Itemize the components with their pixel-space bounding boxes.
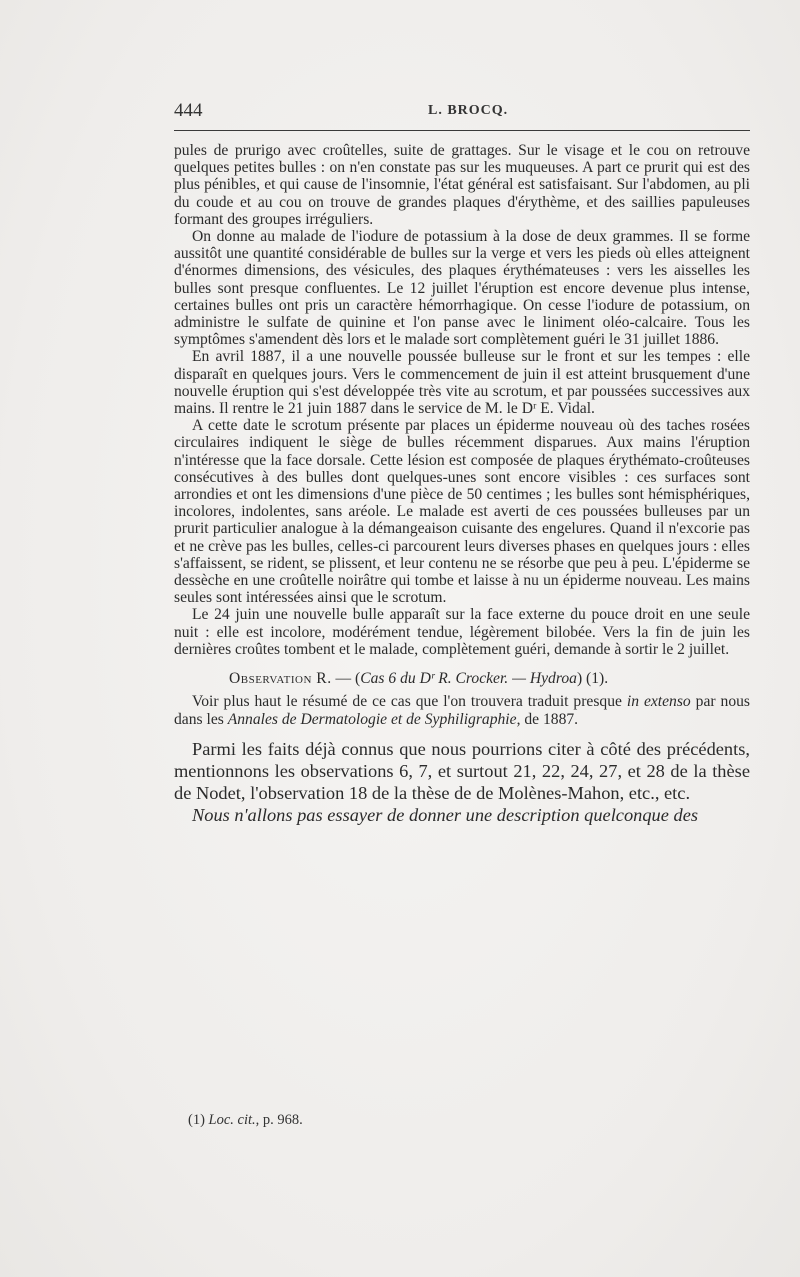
large-paragraph-1: Parmi les faits déjà connus que nous pourrions citer à côté des précédents, mentionnons les observations 6, 7, et surtout 21, 22, 24, 27, et 28 de la thèse de Nodet, l'observation 18 de la thèse de de Molènes-Mahon, etc., etc. xyxy=(174,738,750,803)
observation-italic-1: in extenso xyxy=(626,693,691,711)
observation-text-before: Voir plus haut le résumé de ce cas que l'on trouvera traduit presque xyxy=(192,693,627,711)
observation-dash: — xyxy=(331,670,356,688)
footnote-number: (1) xyxy=(188,1112,205,1128)
observation-italic-2: Annales de Dermatologie et de Syphiligraphie xyxy=(227,710,517,728)
page-number: 444 xyxy=(174,100,203,121)
observation-paragraph xyxy=(174,693,750,727)
observation-heading xyxy=(174,670,750,687)
footnote xyxy=(188,1112,303,1129)
large-paragraph-2: Nous n'allons pas essayer de donner une description quelconque des xyxy=(192,804,699,825)
footnote-text: , p. 968. xyxy=(255,1112,303,1128)
observation-text-middle: par nous dans les xyxy=(174,693,750,728)
footnote-italic: Loc. cit. xyxy=(208,1112,256,1128)
paragraph-5: Le 24 juin une nouvelle bulle apparaît sur la face externe du pouce droit en une seule nuit : elle est incolore, modérément tendue, légèrement bilobée. Vers la fin de juin les dernières croûtes tombent et le malade, complètement guéri, demande à sortir le 2 juillet. xyxy=(174,606,750,658)
header-rule xyxy=(174,130,750,131)
paragraph-4: A cette date le scrotum présente par places un épiderme nouveau où des taches rosées circulaires indiquent le siège de bulles récemment disparues. Aux mains l'éruption n'intéresse que la face dorsale. Cette lésion est composée de plaques érythémato-croûteuses consécutives à des bulles dont quelques-unes sont encore visibles : ces surfaces sont arrondies et ont les dimensions d'une pièce de 50 centimes ; les bulles sont hémisphériques, incolores, indolentes, sans aréole. Le malade est averti de ces poussées bulleuses par un prurit particulier analogue à la démangeaison cuisante des engelures. Quand il n'excorie pas et ne crève pas les bulles, celles-ci parcourent leurs diverses phases en quelques jours : elles s'affaissent, se rident, se plissent, et leur contenu ne se résorbe que peu à peu. L'épiderme se dessèche en une croûtelle noirâtre qui tombe et laisse à nu un épiderme nouveau. Les mains seules sont intéressées ainsi que le scrotum. xyxy=(174,417,750,607)
paragraph-1: pules de prurigo avec croûtelles, suite de grattages. Sur le visage et le cou on retrouve quelques petites bulles : on n'en constate pas sur les muqueuses. A part ce prurit qui est des plus pénibles, et qui cause de l'insomnie, l'état général est satisfaisant. Sur l'abdomen, au pli du coude et au cou on trouve de grandes plaques d'érythème, et des saillies papuleuses formant des groupes irréguliers. xyxy=(174,142,750,228)
observation-label: Observation R. xyxy=(229,670,332,688)
observation-ref-open: ( xyxy=(355,670,361,688)
large-text-section xyxy=(174,738,750,826)
paragraph-2: On donne au malade de l'iodure de potassium à la dose de deux grammes. Il se forme aussitôt une quantité considérable de bulles sur la verge et vers les pieds où elles atteignent d'énormes dimensions, des vésicules, des plaques érythémateuses : vers les aisselles les bulles sont presque confluentes. Le 12 juillet l'éruption est encore devenue plus intense, certaines bulles ont pris un caractère hémorrhagique. On cesse l'iodure de potassium, on administre le sulfate de quinine et l'on panse avec le liniment oléo-calcaire. Tous les symptômes s'amendent dès lors et le malade sort complètement guéri le 31 juillet 1886. xyxy=(174,228,750,349)
observation-text-after: , de 1887. xyxy=(516,710,579,728)
observation-ref-close: ) (1). xyxy=(576,670,609,688)
observation-ref: Cas 6 du Dʳ R. Crocker. — Hydroa xyxy=(360,670,577,688)
body-text xyxy=(174,142,750,826)
running-head: L. BROCQ. xyxy=(428,103,509,118)
paragraph-3: En avril 1887, il a une nouvelle poussée bulleuse sur le front et sur les tempes : elle disparaît en quelques jours. Vers le commencement de juin il est atteint brusquement d'une nouvelle éruption qui s'est développée très vite au scrotum, et par poussées successives aux mains. Il rentre le 21 juin 1887 dans le service de M. le Dʳ E. Vidal. xyxy=(174,348,750,418)
page-header xyxy=(174,100,750,124)
